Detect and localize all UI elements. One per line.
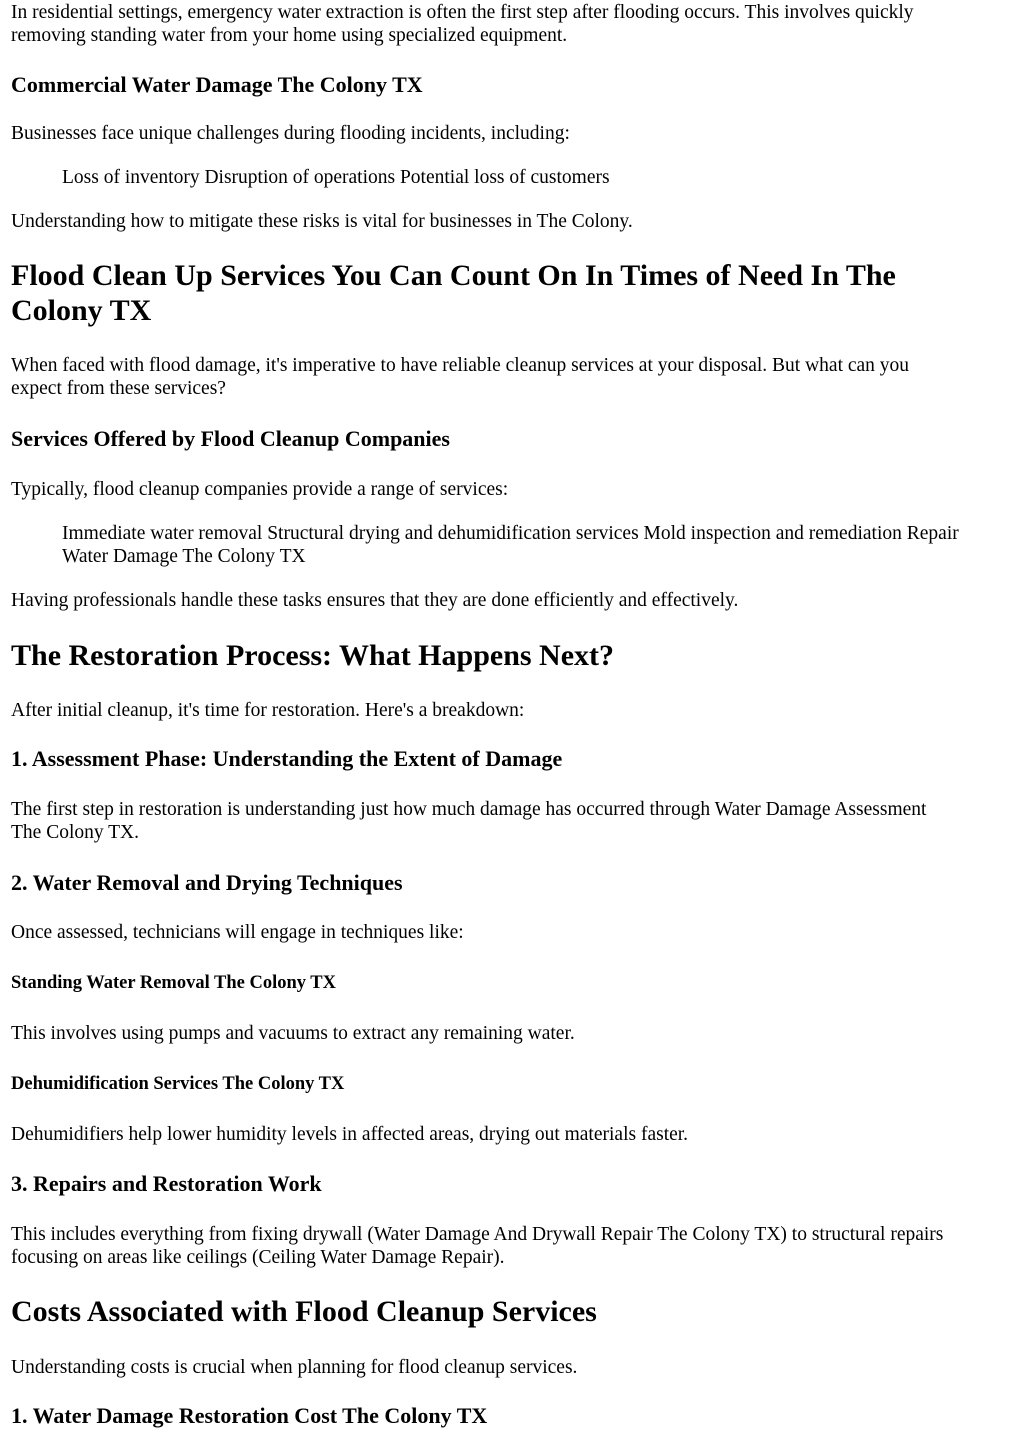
heading-assessment-phase: 1. Assessment Phase: Understanding the Extent of Damage: [11, 746, 563, 771]
businesses-paragraph: Businesses face unique challenges during flooding incidents, including:: [11, 123, 570, 144]
first-step-paragraph-line-1: The first step in restoration is understanding just how much damage has occurred through Water Damage Assessment: [11, 799, 927, 820]
dehumidifiers-paragraph: Dehumidifiers help lower humidity levels in affected areas, drying out materials faster.: [11, 1124, 689, 1145]
heading-services-offered: Services Offered by Flood Cleanup Companies: [11, 426, 450, 451]
heading-commercial-water-damage: Commercial Water Damage The Colony TX: [11, 72, 423, 97]
heading-flood-clean-up-services-line-2: Colony TX: [11, 294, 152, 327]
professionals-paragraph: Having professionals handle these tasks ensures that they are done efficiently and effectively.: [11, 590, 739, 611]
services-list: [62, 522, 959, 568]
heading-repairs-restoration: 3. Repairs and Restoration Work: [11, 1171, 322, 1196]
reliable-services-paragraph-line-1: When faced with flood damage, it's imperative to have reliable cleanup services at your disposal. But what can you: [11, 355, 910, 376]
services-list-line-1: Immediate water removal Structural drying and dehumidification services Mold inspection and remediation Repair: [62, 523, 959, 544]
heading-restoration-cost: 1. Water Damage Restoration Cost The Colony TX: [11, 1403, 488, 1428]
heading-flood-clean-up-services-line-1: Flood Clean Up Services You Can Count On In Times of Need In The: [11, 259, 896, 292]
intro-paragraph-line-1: In residential settings, emergency water extraction is often the first step after flooding occurs. This involves quickly: [11, 2, 914, 23]
business-risks-list: Loss of inventory Disruption of operations Potential loss of customers: [62, 167, 610, 188]
heading-water-removal-drying: 2. Water Removal and Drying Techniques: [11, 870, 403, 895]
services-list-line-2: Water Damage The Colony TX: [62, 546, 306, 567]
pumps-paragraph: This involves using pumps and vacuums to extract any remaining water.: [11, 1023, 575, 1044]
includes-paragraph: [11, 1223, 943, 1269]
heading-restoration-process: The Restoration Process: What Happens Next?: [11, 639, 615, 672]
understanding-costs-paragraph: Understanding costs is crucial when planning for flood cleanup services.: [11, 1357, 578, 1378]
typically-paragraph: Typically, flood cleanup companies provide a range of services:: [11, 479, 509, 500]
heading-dehumidification-services: Dehumidification Services The Colony TX: [11, 1074, 345, 1094]
after-cleanup-paragraph: After initial cleanup, it's time for restoration. Here's a breakdown:: [11, 700, 525, 721]
reliable-services-paragraph-line-2: expect from these services?: [11, 378, 226, 399]
intro-paragraph: [11, 1, 914, 47]
first-step-paragraph-line-2: The Colony TX.: [11, 822, 140, 843]
includes-paragraph-line-2: focusing on areas like ceilings (Ceiling Water Damage Repair).: [11, 1247, 505, 1268]
heading-costs: Costs Associated with Flood Cleanup Services: [11, 1295, 597, 1328]
heading-standing-water-removal: Standing Water Removal The Colony TX: [11, 973, 337, 993]
once-assessed-paragraph: Once assessed, technicians will engage in techniques like:: [11, 922, 464, 943]
includes-paragraph-line-1: This includes everything from fixing drywall (Water Damage And Drywall Repair The Colony TX) to structural repairs: [11, 1224, 944, 1245]
heading-flood-clean-up-services: [11, 258, 896, 328]
mitigate-paragraph: Understanding how to mitigate these risks is vital for businesses in The Colony.: [11, 211, 633, 232]
intro-paragraph-line-2: removing standing water from your home using specialized equipment.: [11, 25, 568, 46]
reliable-services-paragraph: [11, 354, 909, 400]
first-step-paragraph: [11, 798, 926, 844]
